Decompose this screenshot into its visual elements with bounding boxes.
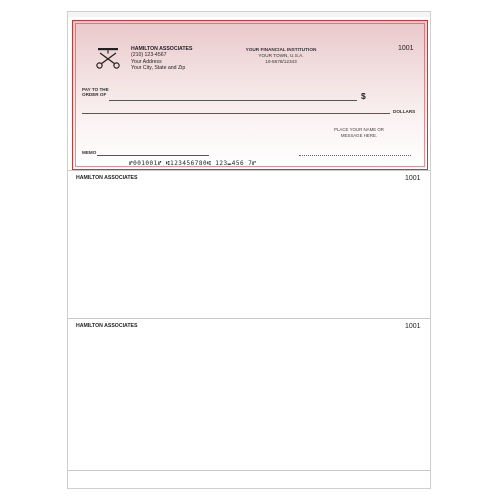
place-name-message	[325, 127, 393, 138]
bank-routing: 10-5678/12343	[265, 58, 297, 64]
payer-block	[131, 46, 192, 71]
header-strip	[68, 12, 430, 17]
payer-phone: (210) 123-4567	[131, 52, 167, 59]
pay-to-label-line1: PAY TO THE	[82, 87, 109, 92]
memo-label: MEMO	[82, 150, 97, 155]
check-sheet	[67, 11, 431, 489]
check-inner-border	[75, 23, 425, 167]
pay-to-label	[82, 87, 109, 98]
payee-line[interactable]	[109, 100, 357, 101]
stub-divider-2	[68, 318, 430, 319]
place-name-line1: PLACE YOUR NAME OR	[334, 127, 384, 132]
place-name-line2: MESSAGE HERE.	[340, 132, 378, 138]
stub-2-name: HAMILTON ASSOCIATES	[76, 323, 138, 329]
bank-name: YOUR FINANCIAL INSTITUTION	[245, 47, 317, 52]
stub-2-number: 1001	[405, 323, 421, 330]
scissors-crossed-icon	[95, 47, 121, 69]
bank-town: YOUR TOWN, U.S.A.	[258, 52, 304, 58]
signature-line[interactable]	[299, 155, 411, 156]
dollars-label: DOLLARS	[393, 109, 416, 114]
check	[72, 20, 428, 170]
amount-words-line[interactable]	[82, 113, 390, 114]
stub-1-name: HAMILTON ASSOCIATES	[76, 175, 138, 181]
check-number: 1001	[398, 45, 414, 52]
stub-1-number: 1001	[405, 175, 421, 182]
memo-line[interactable]	[97, 155, 209, 156]
security-warning-text: THIS DOCUMENT CONTAINS A COLORED BACKGROUND ON WHITE PAPER. ABSENCE OF THESE FEATURES WILL INDICATE A COPY. CHECK SECURITY FEATURES LISTED ON BACK	[165, 169, 388, 172]
dollar-sign: $	[361, 91, 366, 101]
pay-to-label-line2: ORDER OF	[82, 92, 107, 98]
stub-divider-1	[68, 170, 430, 171]
payer-address: Your Address	[131, 58, 162, 65]
payer-name: HAMILTON ASSOCIATES	[131, 46, 193, 52]
bottom-divider	[68, 470, 430, 471]
micr-line: ⑈001001⑈ ⑆123456780⑆ 123⑉456 7⑈	[129, 160, 257, 167]
bank-block	[241, 47, 321, 65]
payer-city: Your City, State and Zip	[131, 64, 186, 71]
